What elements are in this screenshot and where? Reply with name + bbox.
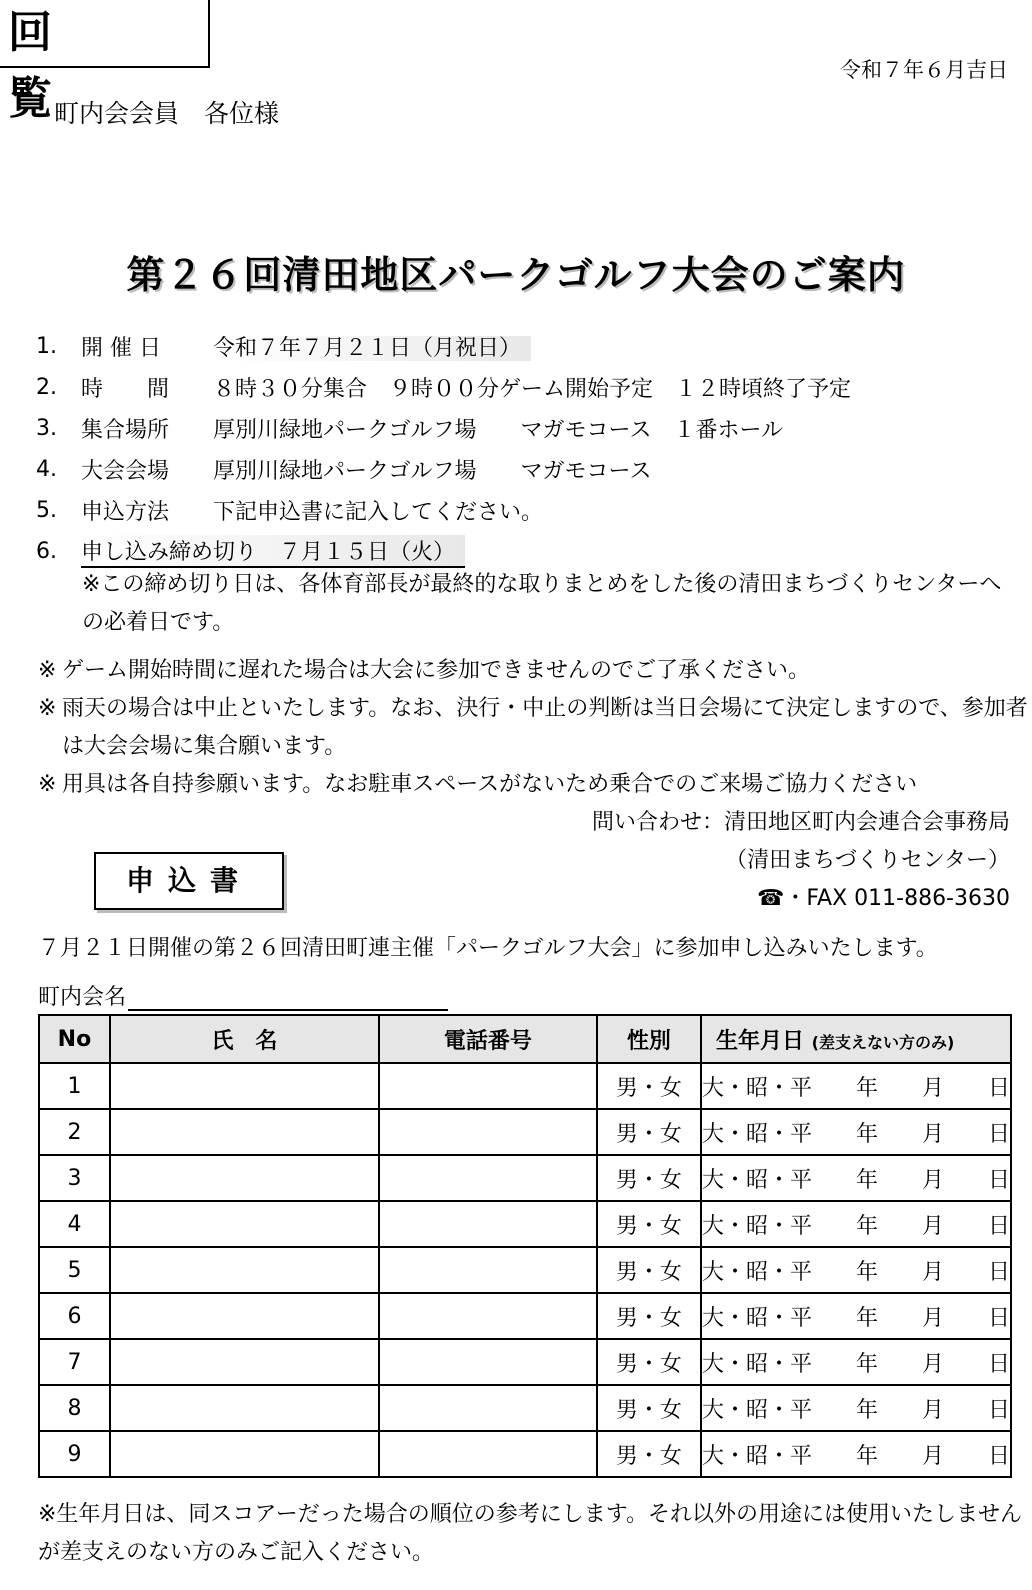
detail-label: 時 間: [81, 377, 170, 402]
detail-number: 5.: [36, 498, 57, 523]
name-field[interactable]: [110, 1109, 379, 1155]
detail-number: 6.: [36, 539, 57, 564]
note-text: ゲーム開始時間に遅れた場合は大会に参加できませんのでご了承ください。: [62, 658, 811, 683]
note-text: 用具は各自持参願います。なお駐車スペースがないため乗合でのご来場ご協力ください: [62, 772, 918, 797]
association-name-field[interactable]: [128, 985, 448, 1011]
issue-date: 令和７年６月吉日: [840, 58, 1008, 82]
gender-field[interactable]: 男・女: [597, 1293, 701, 1339]
gender-field[interactable]: 男・女: [597, 1109, 701, 1155]
row-number: 8: [39, 1385, 110, 1431]
phone-icon: ☎: [756, 886, 785, 911]
event-details: [36, 326, 1016, 572]
detail-time: [36, 367, 1016, 408]
row-number: 4: [39, 1201, 110, 1247]
footer-note: ※生年月日は、同スコアーだった場合の順位の参考にします。それ以外の用途には使用いたしませんが差支えのない方のみご記入ください。: [38, 1502, 1023, 1565]
deadline-text: [81, 535, 465, 568]
note-mark: ※: [38, 696, 57, 721]
kairan-label: 回覧: [0, 0, 210, 68]
detail-label: 開 催 日: [81, 336, 161, 361]
column-header-phone: 電話番号: [379, 1015, 597, 1063]
detail-value: ７月１５日（火）: [279, 540, 456, 565]
name-field[interactable]: [110, 1385, 379, 1431]
note-mark: ※: [38, 772, 57, 797]
detail-value: 厚別川緑地パークゴルフ場 マガモコース: [213, 459, 652, 484]
dob-field[interactable]: 大・昭・平 年 月 日: [701, 1431, 1011, 1477]
dob-field[interactable]: 大・昭・平 年 月 日: [701, 1109, 1011, 1155]
detail-number: 2.: [36, 375, 57, 400]
column-header-no: No: [39, 1015, 110, 1063]
gender-field[interactable]: 男・女: [597, 1385, 701, 1431]
detail-value: 厚別川緑地パークゴルフ場 マガモコース １番ホール: [213, 418, 784, 443]
association-name-label: 町内会名: [38, 985, 127, 1010]
detail-label: 大会会場: [81, 459, 170, 484]
table-row: [39, 1155, 1011, 1201]
name-field[interactable]: [110, 1247, 379, 1293]
dob-field[interactable]: 大・昭・平 年 月 日: [701, 1201, 1011, 1247]
note-item: [38, 652, 1028, 690]
dob-field[interactable]: 大・昭・平 年 月 日: [701, 1063, 1011, 1109]
note-item: [38, 690, 1028, 766]
detail-meeting-place: [36, 408, 1016, 449]
note-text: 雨天の場合は中止といたします。なお、決行・中止の判断は当日会場にて決定しますので、参加者は大会会場に集合願います。: [62, 696, 1028, 759]
table-header-row: [39, 1015, 1011, 1063]
application-form-title: 申込書: [94, 852, 284, 910]
name-field[interactable]: [110, 1155, 379, 1201]
table-row: [39, 1293, 1011, 1339]
detail-number: 3.: [36, 416, 57, 441]
detail-value: ８時３０分集合 ９時００分ゲーム開始予定 １２時頃終了予定: [213, 377, 852, 402]
detail-label: 申し込み締め切り: [81, 540, 258, 565]
gender-field[interactable]: 男・女: [597, 1431, 701, 1477]
dob-field[interactable]: 大・昭・平 年 月 日: [701, 1339, 1011, 1385]
phone-field[interactable]: [379, 1247, 597, 1293]
detail-venue: [36, 449, 1016, 490]
dob-field[interactable]: 大・昭・平 年 月 日: [701, 1247, 1011, 1293]
row-number: 3: [39, 1155, 110, 1201]
dob-header-label: 生年月日: [715, 1028, 804, 1054]
row-number: 5: [39, 1247, 110, 1293]
fax-number: ・FAX 011-886-3630: [784, 886, 1010, 911]
addressee: 町内会会員 各位様: [54, 99, 280, 128]
phone-field[interactable]: [379, 1155, 597, 1201]
detail-label: 申込方法: [81, 500, 170, 525]
name-field[interactable]: [110, 1201, 379, 1247]
note-item: [38, 766, 1028, 804]
row-number: 9: [39, 1431, 110, 1477]
contact-office: 問い合わせ：清田地区町内会連合会事務局: [591, 810, 1010, 835]
detail-number: 4.: [36, 457, 57, 482]
name-field[interactable]: [110, 1063, 379, 1109]
name-field[interactable]: [110, 1431, 379, 1477]
table-row: [39, 1109, 1011, 1155]
phone-field[interactable]: [379, 1339, 597, 1385]
detail-value: 令和７年７月２１日（月祝日）: [213, 336, 531, 361]
name-field[interactable]: [110, 1339, 379, 1385]
dob-field[interactable]: 大・昭・平 年 月 日: [701, 1155, 1011, 1201]
detail-application-method: [36, 490, 1016, 531]
detail-date: [36, 326, 1016, 367]
table-row: [39, 1063, 1011, 1109]
phone-field[interactable]: [379, 1293, 597, 1339]
table-row: [39, 1385, 1011, 1431]
table-row: [39, 1339, 1011, 1385]
table-row: [39, 1201, 1011, 1247]
contact-center: （清田まちづくりセンター）: [725, 848, 1010, 873]
application-table: [38, 1014, 1012, 1478]
row-number: 2: [39, 1109, 110, 1155]
dob-field[interactable]: 大・昭・平 年 月 日: [701, 1385, 1011, 1431]
column-header-gender: 性別: [597, 1015, 701, 1063]
deadline-note: ※この締め切り日は、各体育部長が最終的な取りまとめをした後の清田まちづくりセンターへの必着日です。: [82, 572, 1002, 635]
detail-label: 集合場所: [81, 418, 170, 443]
dob-header-note: (差支えない方のみ): [811, 1032, 955, 1052]
table-row: [39, 1431, 1011, 1477]
note-mark: ※: [38, 658, 57, 683]
gender-field[interactable]: 男・女: [597, 1339, 701, 1385]
phone-field[interactable]: [379, 1201, 597, 1247]
gender-field[interactable]: 男・女: [597, 1063, 701, 1109]
column-header-dob: [701, 1015, 1011, 1063]
dob-field[interactable]: 大・昭・平 年 月 日: [701, 1293, 1011, 1339]
gender-field[interactable]: 男・女: [597, 1247, 701, 1293]
detail-value: 下記申込書に記入してください。: [213, 500, 544, 525]
table-row: [39, 1247, 1011, 1293]
association-name-row: [38, 980, 448, 1011]
row-number: 6: [39, 1293, 110, 1339]
name-field[interactable]: [110, 1293, 379, 1339]
phone-field[interactable]: [379, 1385, 597, 1431]
contact-fax: [757, 880, 1010, 918]
application-statement: ７月２１日開催の第２６回清田町連主催「パークゴルフ大会」に参加申し込みいたします。: [38, 936, 938, 961]
row-number: 7: [39, 1339, 110, 1385]
table-body: [39, 1063, 1011, 1477]
detail-number: 1.: [36, 334, 57, 359]
phone-field[interactable]: [379, 1063, 597, 1109]
phone-field[interactable]: [379, 1109, 597, 1155]
column-header-name: 氏 名: [110, 1015, 379, 1063]
contact-info: [592, 804, 1010, 880]
gender-field[interactable]: 男・女: [597, 1155, 701, 1201]
row-number: 1: [39, 1063, 110, 1109]
page-title: 第２６回清田地区パークゴルフ大会のご案内: [126, 253, 906, 297]
notes-list: [38, 652, 1028, 804]
gender-field[interactable]: 男・女: [597, 1201, 701, 1247]
phone-field[interactable]: [379, 1431, 597, 1477]
